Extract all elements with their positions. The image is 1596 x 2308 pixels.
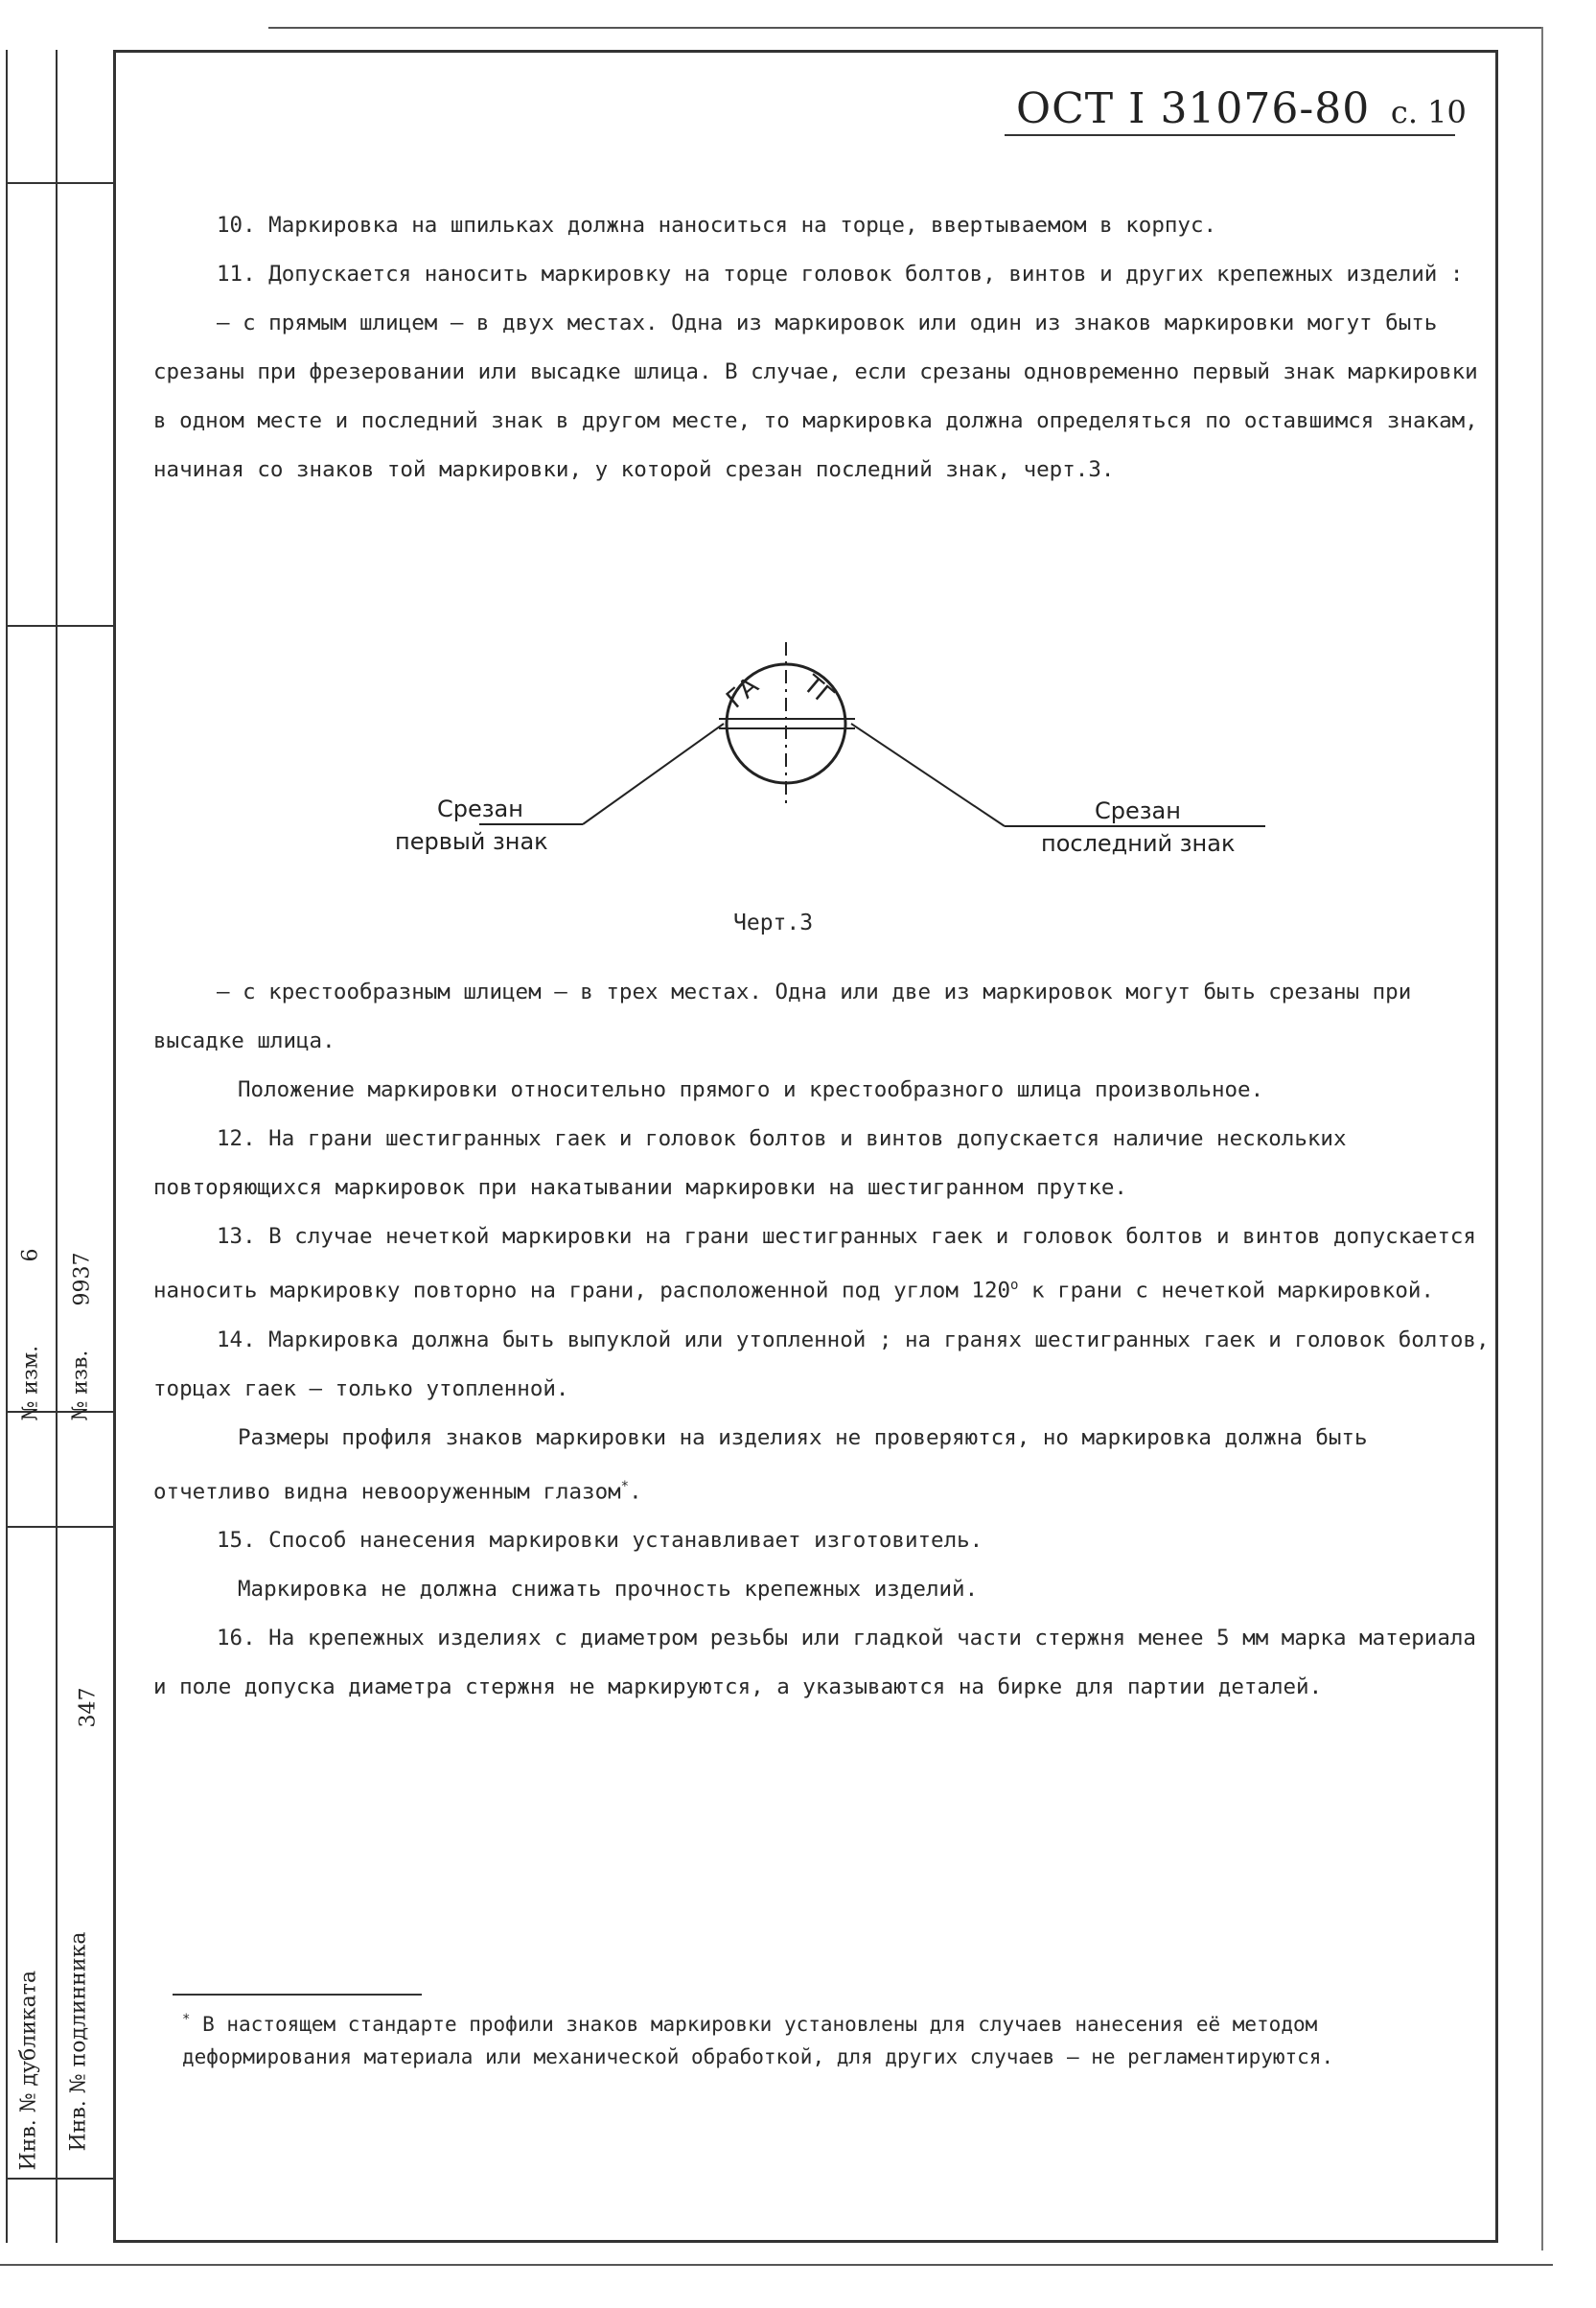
body-text-bottom	[153, 968, 1495, 1712]
right-border-line	[1541, 27, 1543, 2250]
paragraph-10: 10. Маркировка на шпильках должна наноситься на торце, ввертываемом в корпус.	[217, 213, 1217, 238]
inv-podl-value: 347	[76, 1687, 101, 1728]
izm-value: 6	[18, 1248, 43, 1262]
paragraph-12: 12. На грани шестигранных гаек и головок болтов и винтов допускается наличие нескольких повторяющихся маркировок при накатывании маркировки на шестигранном прутке.	[153, 1126, 1347, 1200]
label-cut-last-top: Срезан	[1095, 797, 1181, 824]
paragraph-15b: Маркировка не должна снижать прочность крепежных изделий.	[238, 1577, 979, 1602]
inv-podl-label: Инв. № подлинника	[66, 1931, 91, 2152]
paragraph-14b-text: Размеры профиля знаков маркировки на изделиях не проверяются, но маркировка должна быть отчетливо видна невооруженным глазом	[153, 1424, 1368, 1504]
figure-drawing	[364, 623, 1275, 930]
paragraph-13-part2: к грани с нечеткой маркировкой.	[1018, 1278, 1434, 1304]
top-border-line	[268, 27, 1543, 29]
header-underline	[1005, 134, 1455, 136]
footnote-text: В настоящем стандарте профили знаков маркировки установлены для случаев нанесения её методом деформирования материала или механической обработкой, для других случаев – не регламентируются.	[182, 2013, 1334, 2068]
figure-caption: Черт.3	[733, 911, 814, 935]
paragraph-13-part1: 13. В случае нечеткой маркировки на грани шестигранных гаек и головок болтов и винтов допускается наносить маркировку повторно на грани, расположенной под углом 120	[153, 1224, 1476, 1304]
paragraph-11: 11. Допускается наносить маркировку на торце головок болтов, винтов и других крепежных изделий :	[217, 262, 1464, 287]
izv-value: 9937	[70, 1252, 95, 1306]
body-text-top	[153, 201, 1495, 495]
izv-label: № изв.	[68, 1350, 93, 1421]
label-cut-first-bottom: первый знак	[395, 828, 548, 855]
marking-left: ГА	[721, 671, 765, 715]
label-cut-first-top: Срезан	[437, 796, 523, 822]
sidebar-divider-line	[56, 50, 58, 2243]
footnote-rule	[173, 1994, 422, 1996]
marking-right: ТГ	[798, 670, 840, 712]
paragraph-14: 14. Маркировка должна быть выпуклой или утопленной ; на гранях шестигранных гаек и головок болтов, торцах гаек – только утопленной.	[153, 1327, 1490, 1401]
paragraph-14b-end: .	[629, 1479, 642, 1504]
paragraph-11a: – с прямым шлицем – в двух местах. Одна из маркировок или один из знаков маркировки могут быть срезаны при фрезеровании или высадке шлица. В случае, если срезаны одновременно первый знак маркировки в одном месте и последний знак в другом месте, то маркировка должна определяться по оставшимся знакам, начиная со знаков той маркировки, у которой срезан последний знак, черт.3.	[153, 311, 1478, 482]
paragraph-16: 16. На крепежных изделиях с диаметром резьбы или гладкой части стержня менее 5 мм марка материала и поле допуска диаметра стержня не маркируются, а указываются на бирке для партии деталей.	[153, 1626, 1476, 1699]
paragraph-15: 15. Способ нанесения маркировки устанавливает изготовитель.	[217, 1528, 983, 1553]
sidebar-rule	[6, 625, 113, 627]
document-header	[1016, 84, 1467, 133]
paragraph-11c: Положение маркировки относительно прямого и крестообразного шлица произвольное.	[238, 1077, 1264, 1102]
paragraph-14b	[153, 1414, 1495, 1517]
label-cut-last-bottom: последний знак	[1041, 830, 1236, 857]
inv-dubl-label: Инв. № дубликата	[16, 1970, 41, 2171]
sidebar-rule	[6, 1526, 113, 1528]
footnote	[182, 2003, 1476, 2073]
right-leader-line	[851, 724, 1005, 826]
left-leader-line	[583, 724, 724, 824]
izm-label: № изм.	[18, 1345, 43, 1421]
figure-3	[364, 623, 1275, 958]
paragraph-13	[153, 1212, 1495, 1316]
footnote-ref: *	[620, 1478, 630, 1494]
bottom-border-line	[0, 2264, 1553, 2266]
sidebar-rule	[6, 182, 113, 184]
paragraph-11b: – с крестообразным шлицем – в трех местах. Одна или две из маркировок могут быть срезаны при высадке шлица.	[153, 980, 1412, 1053]
standard-code: ОСТ I 31076-80	[1016, 84, 1371, 133]
footnote-mark: *	[182, 2012, 191, 2027]
page-number: с. 10	[1390, 94, 1467, 130]
left-stamp-sidebar	[6, 50, 113, 2243]
sidebar-rule	[6, 2178, 113, 2180]
degree-sign: о	[1010, 1278, 1019, 1293]
sidebar-outer-line	[6, 50, 8, 2243]
